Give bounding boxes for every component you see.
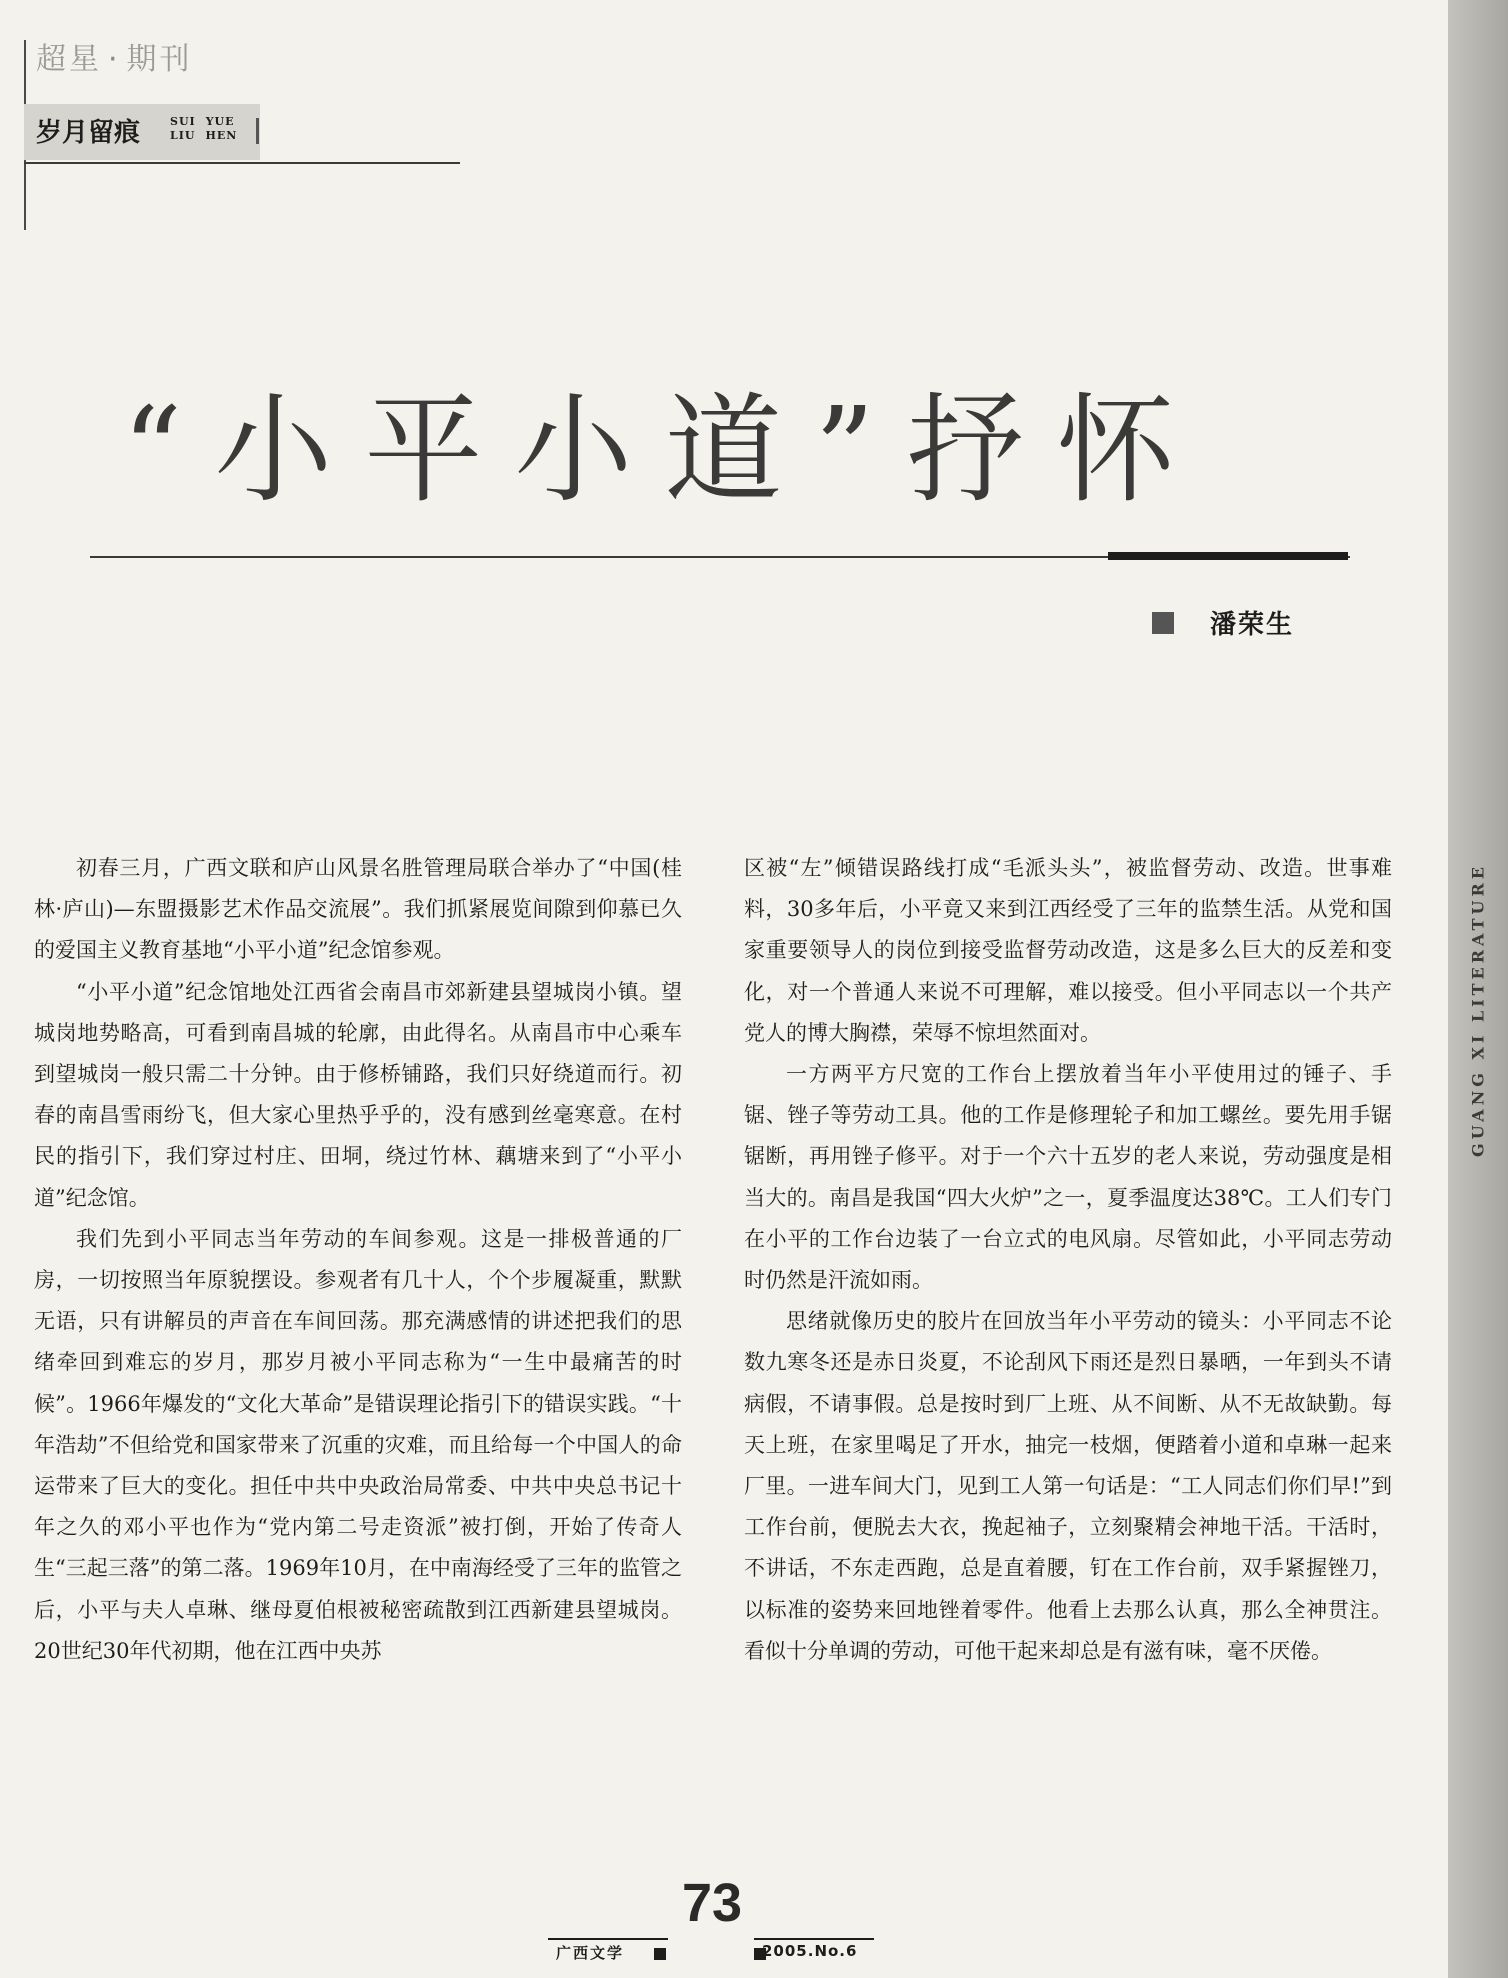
right-column xyxy=(744,848,1392,1672)
section-title: 岁月留痕 xyxy=(36,118,141,148)
issue-number: 2005.No.6 xyxy=(762,1942,858,1960)
section-rule xyxy=(24,162,460,164)
paragraph: 我们先到小平同志当年劳动的车间参观。这是一排极普通的厂房，一切按照当年原貌摆设。参观者有几十人，个个步履凝重，默默无语，只有讲解员的声音在车间回荡。那充满感情的讲述把我们的思绪牵回到难忘的岁月，那岁月被小平同志称为“一生中最痛苦的时候”。1966年爆发的“文化大革命”是错误理论指引下的错误实践。“十年浩劫”不但给党和国家带来了沉重的灾难，而且给每一个中国人的命运带来了巨大的变化。担任中共中央政治局常委、中共中央总书记十年之久的邓小平也作为“党内第二号走资派”被打倒，开始了传奇人生“三起三落”的第二落。1969年10月，在中南海经受了三年的监管之后，小平与夫人卓琳、继母夏伯根被秘密疏散到江西新建县望城岗。20世纪30年代初期，他在江西中央苏 xyxy=(34,1226,682,1663)
paragraph: “小平小道”纪念馆地处江西省会南昌市郊新建县望城岗小镇。望城岗地势略高，可看到南昌城的轮廓，由此得名。从南昌市中心乘车到望城岗一般只需二十分钟。由于修桥铺路，我们只好绕道而行。初春的南昌雪雨纷飞，但大家心里热乎乎的，没有感到丝毫寒意。在村民的指引下，我们穿过村庄、田垌，绕过竹林、藕塘来到了“小平小道”纪念馆。 xyxy=(34,979,682,1210)
section-tab-separator xyxy=(256,118,259,144)
pinyin-sui: SUI xyxy=(170,115,196,128)
brand-main: 超星 xyxy=(36,42,102,77)
page-number: 73 xyxy=(681,1873,743,1933)
author-name: 潘荣生 xyxy=(1210,610,1295,640)
magazine-name: 广西文学 xyxy=(556,1944,625,1962)
paragraph: 初春三月，广西文联和庐山风景名胜管理局联合举办了“中国(桂林·庐山)—东盟摄影艺术作品交流展”。我们抓紧展览间隙到仰慕已久的爱国主义教育基地“小平小道”纪念馆参观。 xyxy=(34,856,682,963)
section-pinyin xyxy=(170,115,237,143)
article-title: “小平小道”抒怀 xyxy=(122,381,1207,519)
side-label: GUANG XI LITERATURE xyxy=(1468,863,1488,1157)
pinyin-liu: LIU xyxy=(170,129,196,142)
paragraph: 思绪就像历史的胶片在回放当年小平劳动的镜头：小平同志不论数九寒冬还是赤日炎夏，不论刮风下雨还是烈日暴晒，一年到头不请病假，不请事假。总是按时到厂上班、从不间断、从不无故缺勤。每天上班，在家里喝足了开水，抽完一枝烟，便踏着小道和卓琳一起来厂里。一进车间大门，见到工人第一句话是：“工人同志们你们早!”到工作台前，便脱去大衣，挽起袖子，立刻聚精会神地干活。干活时，不讲话，不东走西跑，总是直着腰，钉在工作台前，双手紧握锉刀，以标准的姿势来回地锉着零件。他看上去那么认真，那么全神贯注。看似十分单调的劳动，可他干起来却总是有滋有味，毫不厌倦。 xyxy=(744,1309,1392,1663)
author-square-icon xyxy=(1152,612,1174,634)
brand-dot: · xyxy=(108,42,121,77)
pinyin-yue: YUE xyxy=(205,115,235,128)
brand-sub: 期刊 xyxy=(126,42,193,77)
brand-logo xyxy=(36,34,193,78)
left-column xyxy=(34,848,682,1672)
footer-block-left xyxy=(654,1948,666,1960)
footer-rule-right xyxy=(754,1938,874,1940)
title-rule-accent xyxy=(1108,552,1348,560)
paragraph: 区被“左”倾错误路线打成“毛派头头”，被监督劳动、改造。世事难料，30多年后，小平竟又来到江西经受了三年的监禁生活。从党和国家重要领导人的岗位到接受监督劳动改造，这是多么巨大的反差和变化，对一个普通人来说不可理解，难以接受。但小平同志以一个共产党人的博大胸襟，荣辱不惊坦然面对。 xyxy=(744,856,1392,1045)
pinyin-hen: HEN xyxy=(205,129,238,142)
paragraph: 一方两平方尺宽的工作台上摆放着当年小平使用过的锤子、手锯、锉子等劳动工具。他的工作是修理轮子和加工螺丝。要先用手锯锯断，再用锉子修平。对于一个六十五岁的老人来说，劳动强度是相当大的。南昌是我国“四大火炉”之一，夏季温度达38℃。工人们专门在小平的工作台边装了一台立式的电风扇。尽管如此，小平同志劳动时仍然是汗流如雨。 xyxy=(744,1062,1392,1293)
footer-rule-left xyxy=(548,1938,668,1940)
